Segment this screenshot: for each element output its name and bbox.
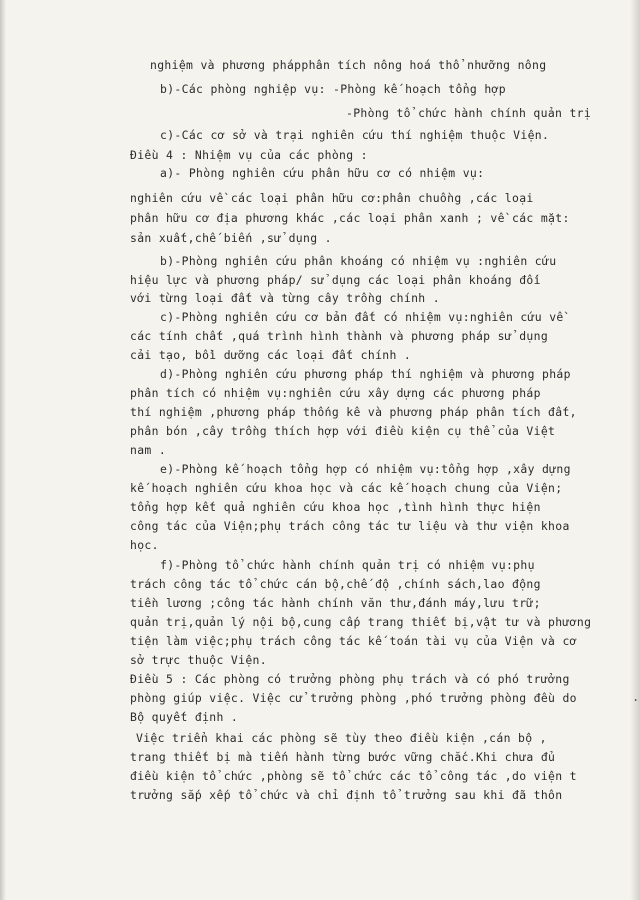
text-line: Việc triển khai các phòng sẽ tùy theo điều kiện ,cán bộ , <box>136 731 547 745</box>
text-line: trách công tác tổ chức cán bộ,chế độ ,chính sách,lao động <box>130 577 541 591</box>
text-line: b)-Phòng nghiên cứu phân khoáng có nhiệm vụ :nghiên cứu <box>160 254 557 268</box>
text-line: hiệu lực và phương pháp/ sử dụng các loại phân khoáng đối <box>130 273 541 287</box>
text-line: học. <box>130 538 159 552</box>
text-line: d)-Phòng nghiên cứu phương pháp thí nghiệm và phương pháp <box>160 367 571 381</box>
text-line: kế hoạch nghiên cứu khoa học và các kế hoạch chung của Viện; <box>130 481 563 495</box>
article-heading: Điều 4 : Nhiệm vụ của các phòng : <box>130 148 368 162</box>
text-line: trang thiết bị mà tiến hành từng bước vững chắc.Khi chưa đủ <box>130 750 556 764</box>
text-line: tiền lương ;công tác hành chính văn thư,đánh máy,lưu trữ; <box>130 596 541 610</box>
text-line: f)-Phòng tổ chức hành chính quản trị có nhiệm vụ:phụ <box>160 558 535 572</box>
text-line: Bộ quyết định . <box>130 710 239 724</box>
margin-mark: . <box>632 690 640 704</box>
text-line: c)-Phòng nghiên cứu cơ bản đất có nhiệm vụ:nghiên cứu về <box>160 310 564 324</box>
scan-right-edge <box>630 0 640 900</box>
text-line: với từng loại đất và từng cây trồng chính . <box>130 291 440 305</box>
text-line: các tính chất ,quá trình hình thành và phương pháp sử dụng <box>130 329 549 343</box>
text-line: cải tạo, bồi dưỡng các loại đất chính . <box>130 348 412 362</box>
text-line: sản xuất,chế biến ,sử dụng . <box>130 231 332 245</box>
text-line: quản trị,quản lý nội bộ,cung cấp trang thiết bị,vật tư và phương <box>130 615 592 629</box>
text-line: tổng hợp kết quả nghiên cứu khoa học ,tình hình thực hiện <box>130 500 541 514</box>
text-line: -Phòng tổ chức hành chính quản trị <box>346 106 592 120</box>
text-line: công tác của Viện;phụ trách công tác tư liệu và thư viện khoa <box>130 519 570 533</box>
text-line: phân tích có nhiệm vụ:nghiên cứu xây dựng các phương pháp <box>130 386 541 400</box>
text-line: a)- Phòng nghiên cứu phân hữu cơ có nhiệm vụ: <box>160 166 485 180</box>
text-line: phân hữu cơ địa phương khác ,các loại phân xanh ; về các mặt: <box>130 211 570 225</box>
text-line: phòng giúp việc. Việc cử trưởng phòng ,phó trưởng phòng đều do <box>130 691 577 705</box>
text-line: nghiên cứu về các loại phân hữu cơ:phân chuồng ,các loại <box>130 191 534 205</box>
text-line: điều kiện tổ chức ,phòng sẽ tổ chức các tổ công tác ,do viện t <box>130 769 577 783</box>
text-line: e)-Phòng kế hoạch tổng hợp có nhiệm vụ:tổng hợp ,xây dựng <box>160 462 571 476</box>
text-line: phân bón ,cây trồng thích hợp với điều kiện cụ thể của Việt <box>130 424 556 438</box>
text-line: sở trực thuộc Viện. <box>130 653 267 667</box>
article-heading: Điều 5 : Các phòng có trưởng phòng phụ trách và có phó trưởng <box>130 672 570 686</box>
text-line: nghiệm và phương phápphân tích nông hoá thổ nhưỡng nông <box>150 58 547 72</box>
text-line: nam . <box>130 443 167 457</box>
text-line: trưởng sắp xếp tổ chức và chỉ định tổ trưởng sau khi đã thôn <box>130 788 563 802</box>
text-line: b)-Các phòng nghiệp vụ: -Phòng kế hoạch tổng hợp <box>160 82 506 96</box>
text-line: c)-Các cơ sở và trại nghiên cứu thí nghiệm thuộc Viện. <box>160 128 550 142</box>
text-line: thí nghiệm ,phương pháp thống kê và phương pháp phân tích đất, <box>130 405 577 419</box>
text-line: tiện làm việc;phụ trách công tác kế toán tài vụ của Viện và cơ <box>130 634 577 648</box>
scan-left-edge <box>0 0 6 900</box>
